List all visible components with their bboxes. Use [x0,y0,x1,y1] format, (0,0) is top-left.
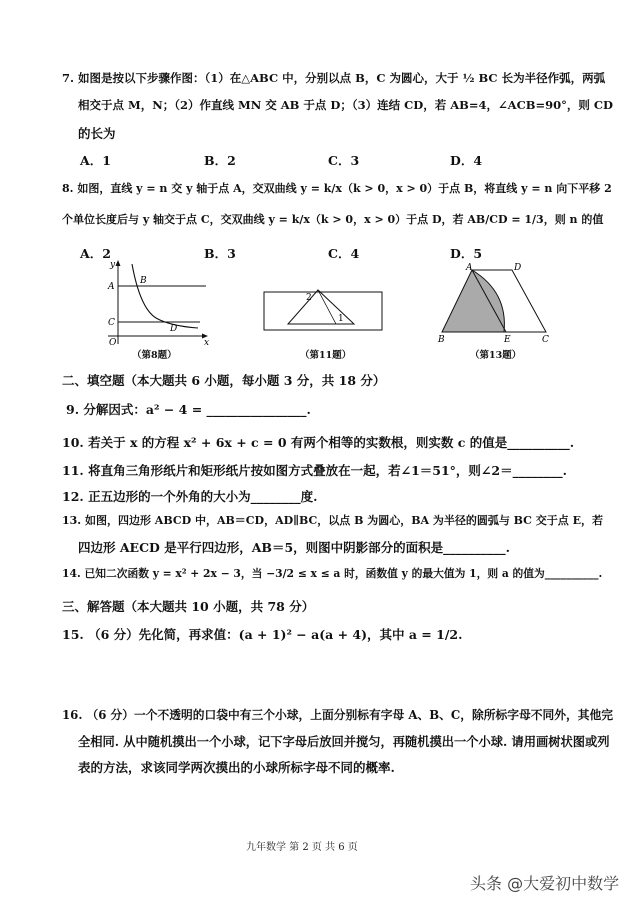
q7-line1: 7. 如图是按以下步骤作图：（1）在△ABC 中，分别以点 B，C 为圆心，大于 ½ BC 长为半径作弧，两弧 [62,71,606,85]
q8-option-a: A．2 [80,246,111,261]
fig8-label-c: C [108,318,115,328]
fig8-label-x: x [204,338,210,346]
figure-8-graph [100,258,210,346]
q7-line3: 的长为 [78,126,116,141]
q8-line2: 个单位长度后与 y 轴交于点 C，交双曲线 y = k/x（k > 0，x > 0）于点 D，若 AB/CD = 1/3，则 n 的值 [62,213,604,226]
fig13-caption: （第13题） [470,350,522,361]
q16-line3: 表的方法，求该同学两次摸出的小球所标字母不同的概率. [78,760,395,775]
q7-option-d: D．4 [450,153,483,168]
page-footer: 九年数学 第 2 页 共 6 页 [246,842,358,853]
q8-option-c: C．4 [328,246,360,261]
q7-option-a: A．1 [80,153,111,168]
q14: 14. 已知二次函数 y = x² + 2x − 3，当 −3/2 ≤ x ≤ a 时，函数值 y 的最大值为 1，则 a 的值为__________. [62,567,603,580]
section-fill-in-heading: 二、填空题（本大题共 6 小题，每小题 3 分，共 18 分） [62,373,386,388]
q15: 15. （6 分）先化简，再求值：(a + 1)² − a(a + 4)，其中 a = 1/2. [62,627,463,642]
q7-option-c: C．3 [328,153,360,168]
q8-option-b: B．3 [204,246,236,261]
fig11-caption: （第11题） [300,350,352,361]
figure-11-diagram [262,288,384,336]
fig8-label-o: O [109,338,117,346]
fig13-label-a: A [466,263,473,273]
q13-line2: 四边形 AECD 是平行四边形，AB＝5，则图中阴影部分的面积是__________. [78,540,511,555]
fig11-angle-2: 2 [306,293,312,303]
q7-option-b: B．2 [204,153,236,168]
watermark: 头条 @大爱初中数学 [470,874,620,893]
fig11-angle-1: 1 [338,314,344,324]
fig13-label-c: C [542,335,549,344]
fig13-label-d: D [514,263,522,273]
q8-option-d: D．5 [450,246,483,261]
fig13-label-e: E [504,335,511,344]
q16-line2: 全相同. 从中随机摸出一个小球，记下字母后放回并搅匀，再随机摸出一个小球. 请用画树状图或列 [78,734,610,749]
section-answer-heading: 三、解答题（本大题共 10 小题，共 78 分） [62,599,315,614]
fig8-label-y: y [110,260,116,270]
q11: 11. 将直角三角形纸片和矩形纸片按如图方式叠放在一起，若∠1＝51°，则∠2＝________. [62,463,567,478]
q13-line1: 13. 如图，四边形 ABCD 中，AB＝CD，AD∥BC，以点 B 为圆心，BA 为半径的圆弧与 BC 交于点 E，若 [62,514,603,527]
figure-13-diagram [434,262,552,344]
fig8-caption: （第8题） [132,350,177,361]
fig13-label-b: B [438,335,445,344]
fig8-label-a: A [108,282,115,292]
q9: 9. 分解因式：a² − 4 = ________________. [66,402,311,417]
fig8-label-b: B [140,276,147,286]
fig8-label-d: D [170,324,178,334]
q12: 12. 正五边形的一个外角的大小为________度. [62,489,318,504]
q7-line2: 相交于点 M，N；（2）作直线 MN 交 AB 于点 D；（3）连结 CD，若 AB=4，∠ACB=90°，则 CD [78,98,613,112]
q16-line1: 16. （6 分）一个不透明的口袋中有三个小球，上面分别标有字母 A、B、C，除所标字母不同外，其他完 [62,708,614,722]
q8-line1: 8. 如图，直线 y = n 交 y 轴于点 A，交双曲线 y = k/x（k > 0，x > 0）于点 B，将直线 y = n 向下平移 2 [62,182,612,195]
q10: 10. 若关于 x 的方程 x² + 6x + c = 0 有两个相等的实数根，则实数 c 的值是__________. [62,435,575,450]
